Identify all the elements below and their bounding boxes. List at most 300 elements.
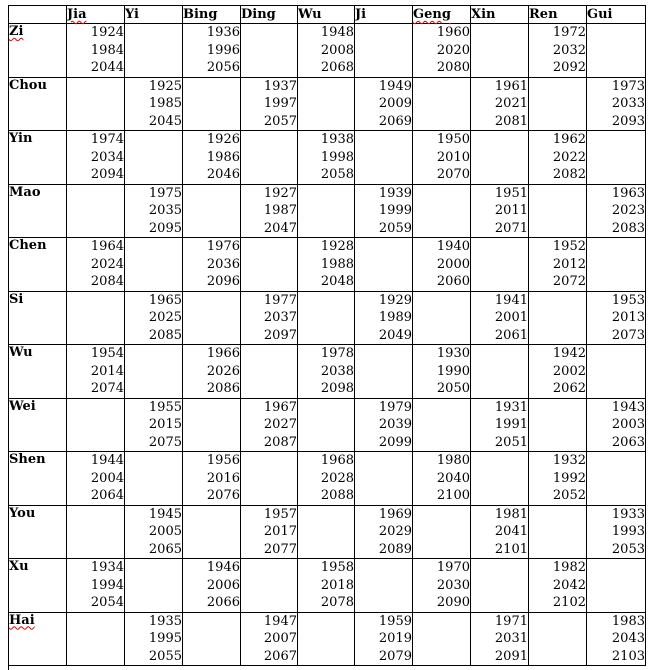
year-value: 2055 [148, 648, 182, 664]
year-cell [67, 238, 125, 292]
year-value: 1987 [263, 203, 297, 218]
year-cell [471, 77, 529, 131]
branch-label: Hai [9, 612, 35, 628]
year-cell [413, 238, 471, 292]
year-value: 2077 [263, 541, 297, 557]
year-cell [241, 238, 298, 292]
year-cell [125, 505, 183, 559]
year-cell [183, 505, 241, 559]
year-cell [413, 612, 471, 666]
year-cell [298, 238, 355, 292]
year-value: 2018 [320, 577, 354, 593]
year-value: 2058 [320, 167, 354, 182]
year-cell [587, 291, 646, 345]
year-cell [67, 559, 125, 613]
branch-header-chen [9, 238, 67, 292]
year-value: 2079 [378, 648, 412, 664]
year-cell [125, 559, 183, 613]
year-cell [125, 24, 183, 78]
year-cell [298, 291, 355, 345]
year-cell [529, 291, 587, 345]
stem-header-yi [125, 6, 183, 24]
year-cell [529, 505, 587, 559]
year-cell [355, 398, 413, 452]
year-value: 2025 [148, 310, 182, 325]
year-cell [587, 345, 646, 399]
year-value: 1965 [148, 292, 182, 308]
year-value: 2048 [320, 274, 354, 289]
table-continuation-line [8, 666, 9, 670]
year-value: 2080 [436, 60, 470, 75]
year-value: 2006 [206, 577, 240, 593]
year-value: 2019 [378, 631, 412, 646]
year-cell [298, 77, 355, 131]
year-cell [413, 291, 471, 345]
branch-label: Chou [9, 77, 47, 93]
year-value: 1982 [552, 560, 586, 575]
year-cell [241, 291, 298, 345]
branch-header-wei [9, 398, 67, 452]
year-value: 1991 [494, 417, 528, 432]
year-cell [413, 398, 471, 452]
year-value: 2020 [436, 42, 470, 58]
year-value: 1973 [611, 78, 645, 94]
year-cell [125, 291, 183, 345]
year-cell [183, 131, 241, 185]
year-cell [587, 559, 646, 613]
year-value: 1924 [90, 25, 124, 40]
year-value: 2038 [320, 363, 354, 379]
year-value: 1963 [611, 185, 645, 201]
year-value: 2008 [320, 42, 354, 58]
year-value: 2060 [436, 274, 470, 289]
year-value: 2097 [263, 327, 297, 343]
year-cell [125, 345, 183, 399]
year-cell [183, 559, 241, 613]
year-value: 2091 [494, 648, 528, 664]
table-row [9, 505, 646, 559]
year-cell [241, 612, 298, 666]
year-cell [355, 291, 413, 345]
year-cell [413, 131, 471, 185]
year-cell [587, 184, 646, 238]
year-cell [125, 238, 183, 292]
year-value: 2026 [206, 363, 240, 379]
year-value: 1989 [378, 310, 412, 325]
year-cell [355, 345, 413, 399]
year-value: 1929 [378, 292, 412, 308]
year-value: 2100 [436, 488, 470, 503]
year-cell [125, 452, 183, 506]
year-value: 2052 [552, 488, 586, 503]
year-value: 1955 [148, 399, 182, 415]
year-value: 2027 [263, 417, 297, 432]
year-value: 2040 [436, 470, 470, 486]
year-value: 1996 [206, 42, 240, 58]
year-value: 2098 [320, 381, 354, 396]
year-cell [125, 131, 183, 185]
year-cell [529, 131, 587, 185]
year-value: 2063 [611, 434, 645, 450]
year-cell [355, 131, 413, 185]
year-value: 1936 [206, 25, 240, 40]
year-value: 1957 [263, 506, 297, 522]
year-cell [67, 24, 125, 78]
stem-header-ding [241, 6, 298, 24]
year-cell [413, 345, 471, 399]
year-value: 1956 [206, 453, 240, 468]
year-value: 1928 [320, 239, 354, 254]
year-value: 2067 [263, 648, 297, 664]
year-cell [183, 24, 241, 78]
year-cell [413, 505, 471, 559]
year-cell [241, 131, 298, 185]
year-cell [183, 77, 241, 131]
year-value: 2047 [263, 220, 297, 236]
year-value: 1971 [494, 613, 528, 629]
branch-label: Mao [9, 184, 41, 200]
year-value: 2023 [611, 203, 645, 218]
year-cell [355, 559, 413, 613]
year-value: 1943 [611, 399, 645, 415]
year-value: 1976 [206, 239, 240, 254]
year-value: 2001 [494, 310, 528, 325]
year-value: 2065 [148, 541, 182, 557]
year-value: 2099 [378, 434, 412, 450]
year-cell [471, 612, 529, 666]
year-cell [355, 238, 413, 292]
year-cell [471, 559, 529, 613]
table-row [9, 612, 646, 666]
year-value: 2030 [436, 577, 470, 593]
year-value: 1947 [263, 613, 297, 629]
branch-label: Wu [9, 345, 33, 360]
year-value: 1954 [90, 346, 124, 361]
year-value: 2012 [552, 256, 586, 272]
year-cell [355, 505, 413, 559]
year-value: 2062 [552, 381, 586, 396]
year-value: 1944 [90, 453, 124, 468]
year-value: 2015 [148, 417, 182, 432]
year-value: 1945 [148, 506, 182, 522]
branch-header-shen [9, 452, 67, 506]
year-value: 1986 [206, 149, 240, 165]
year-value: 1925 [148, 78, 182, 94]
year-value: 1970 [436, 560, 470, 575]
year-value: 2074 [90, 381, 124, 396]
year-value: 2002 [552, 363, 586, 379]
year-value: 2073 [611, 327, 645, 343]
year-cell [298, 345, 355, 399]
year-value: 2068 [320, 60, 354, 75]
year-value: 1966 [206, 346, 240, 361]
year-cell [67, 505, 125, 559]
stem-header-ren [529, 6, 587, 24]
year-value: 2064 [90, 488, 124, 503]
year-cell [471, 291, 529, 345]
year-value: 2088 [320, 488, 354, 503]
year-value: 1937 [263, 78, 297, 94]
year-cell [241, 398, 298, 452]
year-value: 1979 [378, 399, 412, 415]
year-cell [298, 398, 355, 452]
year-value: 2050 [436, 381, 470, 396]
year-value: 2031 [494, 631, 528, 646]
year-cell [298, 131, 355, 185]
year-value: 2075 [148, 434, 182, 450]
year-cell [67, 291, 125, 345]
year-cell [413, 77, 471, 131]
branch-header-mao [9, 184, 67, 238]
year-value: 1988 [320, 256, 354, 272]
stem-label: Geng [413, 7, 451, 22]
year-cell [529, 398, 587, 452]
year-value: 2028 [320, 470, 354, 486]
year-value: 2041 [494, 524, 528, 539]
year-value: 2066 [206, 595, 240, 610]
year-value: 2090 [436, 595, 470, 610]
year-value: 1984 [90, 42, 124, 58]
year-value: 1951 [494, 185, 528, 201]
year-cell [183, 291, 241, 345]
table-row [9, 184, 646, 238]
year-value: 2094 [90, 167, 124, 182]
year-cell [67, 345, 125, 399]
year-value: 2046 [206, 167, 240, 182]
year-value: 2049 [378, 327, 412, 343]
year-cell [183, 612, 241, 666]
year-value: 1941 [494, 292, 528, 308]
year-cell [355, 452, 413, 506]
year-value: 1949 [378, 78, 412, 94]
corner-cell [9, 6, 67, 24]
year-cell [125, 398, 183, 452]
year-cell [241, 559, 298, 613]
year-cell [183, 184, 241, 238]
year-cell [587, 612, 646, 666]
year-value: 1939 [378, 185, 412, 201]
year-cell [471, 398, 529, 452]
year-cell [67, 612, 125, 666]
year-cell [67, 184, 125, 238]
table-row [9, 559, 646, 613]
year-value: 2069 [378, 113, 412, 129]
year-value: 1950 [436, 132, 470, 147]
year-value: 1927 [263, 185, 297, 201]
year-value: 2089 [378, 541, 412, 557]
year-value: 1969 [378, 506, 412, 522]
year-cell [413, 184, 471, 238]
year-value: 1948 [320, 25, 354, 40]
year-value: 1990 [436, 363, 470, 379]
year-value: 1977 [263, 292, 297, 308]
year-value: 1993 [611, 524, 645, 539]
year-value: 2078 [320, 595, 354, 610]
stem-header-row [9, 6, 646, 24]
stem-header-geng [413, 6, 471, 24]
stem-header-ji [355, 6, 413, 24]
branch-header-si [9, 291, 67, 345]
year-value: 2004 [90, 470, 124, 486]
year-cell [355, 612, 413, 666]
year-cell [529, 77, 587, 131]
year-cell [241, 345, 298, 399]
year-value: 1933 [611, 506, 645, 522]
stem-header-jia [67, 6, 125, 24]
year-value: 2087 [263, 434, 297, 450]
year-cell [298, 505, 355, 559]
year-value: 2029 [378, 524, 412, 539]
year-cell [529, 238, 587, 292]
year-cell [67, 77, 125, 131]
year-value: 2072 [552, 274, 586, 289]
year-cell [587, 452, 646, 506]
year-cell [298, 184, 355, 238]
year-cell [413, 559, 471, 613]
year-value: 2034 [90, 149, 124, 165]
year-value: 1978 [320, 346, 354, 361]
year-value: 2101 [494, 541, 528, 557]
year-value: 1985 [148, 96, 182, 111]
stem-label: Bing [183, 7, 218, 22]
year-cell [587, 398, 646, 452]
stem-header-bing [183, 6, 241, 24]
year-value: 2036 [206, 256, 240, 272]
year-value: 2070 [436, 167, 470, 182]
year-value: 1983 [611, 613, 645, 629]
year-value: 1980 [436, 453, 470, 468]
branch-label: Si [9, 291, 24, 307]
year-value: 1974 [90, 132, 124, 147]
year-value: 1975 [148, 185, 182, 201]
year-value: 2009 [378, 96, 412, 111]
branch-label: Xu [9, 559, 29, 574]
year-value: 2043 [611, 631, 645, 646]
year-value: 1981 [494, 506, 528, 522]
year-value: 2011 [494, 203, 528, 218]
branch-label: Yin [9, 131, 33, 146]
year-value: 2000 [436, 256, 470, 272]
year-value: 2032 [552, 42, 586, 58]
year-value: 2022 [552, 149, 586, 165]
branch-label: You [9, 505, 36, 521]
year-value: 2054 [90, 595, 124, 610]
year-value: 1934 [90, 560, 124, 575]
year-cell [471, 131, 529, 185]
year-value: 2042 [552, 577, 586, 593]
year-value: 2053 [611, 541, 645, 557]
year-cell [241, 184, 298, 238]
year-value: 2084 [90, 274, 124, 289]
year-value: 1962 [552, 132, 586, 147]
year-value: 1999 [378, 203, 412, 218]
year-value: 2076 [206, 488, 240, 503]
year-cell [67, 452, 125, 506]
year-value: 1959 [378, 613, 412, 629]
year-value: 2056 [206, 60, 240, 75]
year-cell [125, 77, 183, 131]
branch-header-yin [9, 131, 67, 185]
branch-header-zi [9, 24, 67, 78]
table-row [9, 238, 646, 292]
year-cell [587, 238, 646, 292]
year-value: 1940 [436, 239, 470, 254]
year-value: 2086 [206, 381, 240, 396]
year-value: 2035 [148, 203, 182, 218]
year-value: 1995 [148, 631, 182, 646]
year-cell [125, 184, 183, 238]
year-cell [298, 559, 355, 613]
year-cell [587, 77, 646, 131]
year-value: 2021 [494, 96, 528, 111]
year-value: 2045 [148, 113, 182, 129]
year-value: 1931 [494, 399, 528, 415]
year-value: 1942 [552, 346, 586, 361]
year-value: 2061 [494, 327, 528, 343]
year-value: 2003 [611, 417, 645, 432]
branch-label: Chen [9, 238, 47, 253]
year-value: 2010 [436, 149, 470, 165]
year-value: 1960 [436, 25, 470, 40]
year-cell [241, 77, 298, 131]
year-cell [471, 345, 529, 399]
year-value: 2051 [494, 434, 528, 450]
year-cell [471, 452, 529, 506]
year-value: 2024 [90, 256, 124, 272]
year-value: 1926 [206, 132, 240, 147]
branch-header-you [9, 505, 67, 559]
stem-label: Wu [298, 7, 322, 22]
year-cell [67, 398, 125, 452]
year-value: 1992 [552, 470, 586, 486]
year-cell [587, 505, 646, 559]
branch-label: Wei [9, 398, 36, 414]
year-value: 2085 [148, 327, 182, 343]
year-value: 1997 [263, 96, 297, 111]
year-cell [355, 184, 413, 238]
year-value: 1968 [320, 453, 354, 468]
branch-label: Zi [9, 24, 24, 39]
year-cell [529, 452, 587, 506]
year-cell [355, 24, 413, 78]
year-value: 2081 [494, 113, 528, 129]
year-cell [471, 24, 529, 78]
year-cell [529, 345, 587, 399]
stem-label: Yi [125, 7, 139, 22]
year-cell [587, 24, 646, 78]
year-value: 2103 [611, 648, 645, 664]
branch-header-wu [9, 345, 67, 399]
year-value: 1952 [552, 239, 586, 254]
stem-label: Xin [471, 7, 496, 22]
branch-header-hai [9, 612, 67, 666]
year-value: 2083 [611, 220, 645, 236]
year-value: 2096 [206, 274, 240, 289]
stem-label: Ren [529, 7, 558, 22]
year-value: 2017 [263, 524, 297, 539]
table-row [9, 291, 646, 345]
branch-header-xu [9, 559, 67, 613]
year-value: 2005 [148, 524, 182, 539]
year-value: 2033 [611, 96, 645, 111]
year-cell [529, 24, 587, 78]
year-cell [298, 612, 355, 666]
year-value: 1994 [90, 577, 124, 593]
year-cell [355, 77, 413, 131]
stem-header-gui [587, 6, 646, 24]
year-value: 1967 [263, 399, 297, 415]
year-value: 2095 [148, 220, 182, 236]
